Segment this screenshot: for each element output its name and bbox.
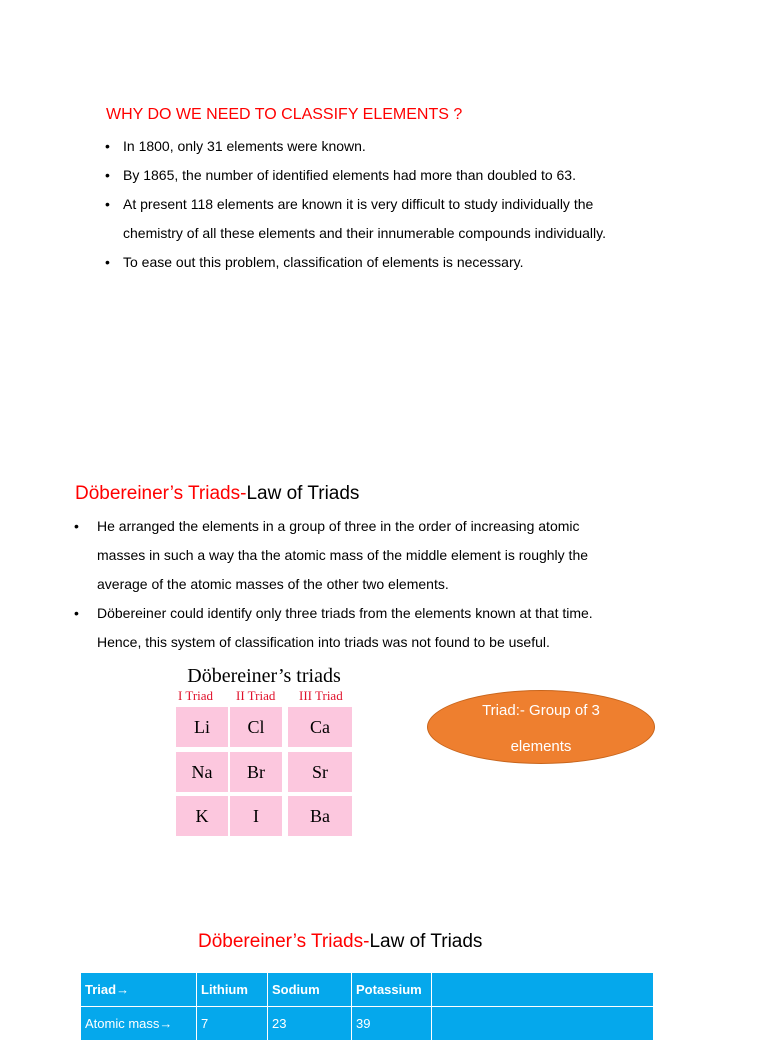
triads-figure-title: Döbereiner’s triads xyxy=(187,665,341,687)
list-item-continuation: Hence, this system of classification into triads was not found to be useful. xyxy=(97,634,550,650)
table-cell: Potassium xyxy=(352,973,432,1007)
list-item: • To ease out this problem, classification of elements is necessary. xyxy=(123,248,606,277)
triad-grid xyxy=(172,705,356,839)
bullet-icon: • xyxy=(105,167,110,183)
list-item: • At present 118 elements are known it is very difficult to study individually the xyxy=(123,190,606,219)
section-heading-triads: Döbereiner’s Triads-Law of Triads xyxy=(75,483,360,504)
section-heading-triads-table: Döbereiner’s Triads-Law of Triads xyxy=(198,931,483,952)
callout-line: Triad:- Group of 3 xyxy=(482,702,600,719)
element-cell: Li xyxy=(176,707,228,747)
table-cell: 7 xyxy=(197,1007,268,1041)
callout-line: elements xyxy=(510,738,572,755)
section-heading-classify: WHY DO WE NEED TO CLASSIFY ELEMENTS ? xyxy=(106,106,463,123)
triad-definition-callout xyxy=(427,690,655,764)
triad-header: III Triad xyxy=(299,688,343,703)
element-cell: Sr xyxy=(288,752,352,792)
element-cell: K xyxy=(176,796,228,836)
classify-bullet-list xyxy=(105,132,606,277)
table-cell: Triad→ xyxy=(81,973,197,1007)
bullet-icon: • xyxy=(74,605,79,621)
element-cell: Na xyxy=(176,752,228,792)
list-item-continuation: average of the atomic masses of the other two elements. xyxy=(97,576,449,592)
table-cell xyxy=(432,973,654,1007)
triads-bullet-list xyxy=(74,512,593,657)
table-cell: Lithium xyxy=(197,973,268,1007)
list-item: • In 1800, only 31 elements were known. xyxy=(123,132,606,161)
list-item: • He arranged the elements in a group of three in the order of increasing atomic xyxy=(97,512,593,541)
list-item: • Döbereiner could identify only three triads from the elements known at that time. xyxy=(97,599,593,628)
table-cell: Sodium xyxy=(268,973,352,1007)
triad-mass-table xyxy=(80,972,654,1041)
bullet-icon: • xyxy=(105,138,110,154)
table-cell: 39 xyxy=(352,1007,432,1041)
triad-header: II Triad xyxy=(236,688,276,703)
list-item-continuation: masses in such a way tha the atomic mass of the middle element is roughly the xyxy=(97,547,589,563)
list-item-continuation: chemistry of all these elements and their innumerable compounds individually. xyxy=(123,225,606,241)
bullet-icon: • xyxy=(74,518,79,534)
element-cell: Ba xyxy=(288,796,352,836)
element-cell: Cl xyxy=(230,707,282,747)
triad-header: I Triad xyxy=(178,688,214,703)
table-cell: Atomic mass→ xyxy=(81,1007,197,1041)
table-row xyxy=(81,973,654,1007)
table-cell: 23 xyxy=(268,1007,352,1041)
triads-figure xyxy=(172,664,356,839)
element-cell: Br xyxy=(230,752,282,792)
list-item: • By 1865, the number of identified elements had more than doubled to 63. xyxy=(123,161,606,190)
element-cell: I xyxy=(230,796,282,836)
bullet-icon: • xyxy=(105,196,110,212)
bullet-icon: • xyxy=(105,254,110,270)
triad-headers xyxy=(172,688,356,705)
element-cell: Ca xyxy=(288,707,352,747)
